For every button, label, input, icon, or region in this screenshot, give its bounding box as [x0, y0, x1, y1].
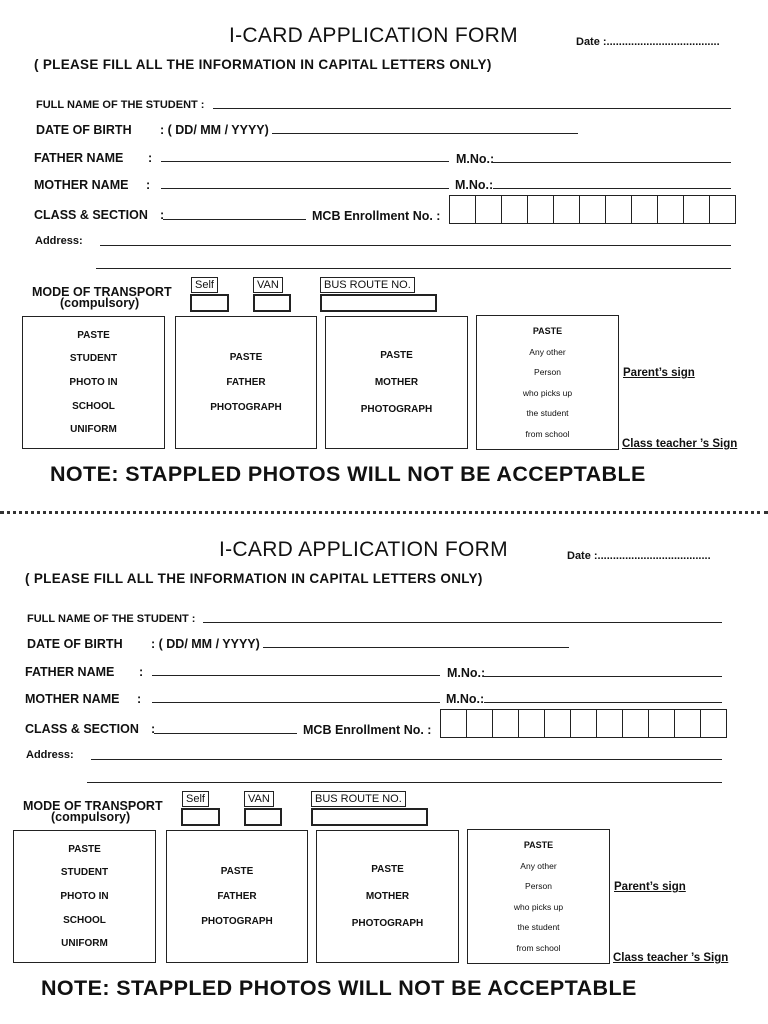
photo-text: STUDENT [60, 867, 109, 879]
photo-text: the student [517, 922, 560, 933]
transport-compulsory: (compulsory) [60, 296, 140, 310]
photo-text: who picks up [513, 901, 564, 912]
father-photo-box[interactable] [166, 830, 308, 963]
student-photo-box[interactable] [13, 830, 156, 963]
mother-mno-field[interactable] [493, 188, 731, 189]
father-name-label: FATHER NAME [34, 151, 124, 165]
photo-text: Person [534, 367, 561, 378]
transport-van-label: VAN [244, 791, 274, 807]
student-photo-box[interactable] [22, 316, 165, 449]
enrollment-cell[interactable] [476, 196, 502, 223]
note-text: NOTE: STAPPLED PHOTOS WILL NOT BE ACCEPTABLE [41, 976, 637, 1000]
transport-van-box[interactable] [253, 294, 291, 312]
transport-bus-box[interactable] [320, 294, 437, 312]
enrollment-cells[interactable] [440, 709, 727, 738]
father-mno-field[interactable] [484, 676, 722, 677]
mother-photo-box[interactable] [325, 316, 468, 449]
transport-van-label: VAN [253, 277, 283, 293]
instruction-text: ( PLEASE FILL ALL THE INFORMATION IN CAPITAL LETTERS ONLY) [34, 57, 492, 72]
enrollment-cell[interactable] [467, 710, 493, 737]
mother-name-field[interactable] [152, 702, 440, 703]
enrollment-cell[interactable] [675, 710, 701, 737]
enrollment-cell[interactable] [450, 196, 476, 223]
photo-text: SCHOOL [72, 400, 115, 412]
father-name-field[interactable] [161, 161, 449, 162]
enrollment-cell[interactable] [658, 196, 684, 223]
photo-text: FATHER [217, 891, 257, 902]
photo-text: Any other [529, 346, 566, 357]
enrollment-cell[interactable] [632, 196, 658, 223]
photo-text: who picks up [522, 387, 573, 398]
photo-text: PHOTOGRAPH [351, 918, 424, 929]
photo-text: MOTHER [374, 377, 419, 388]
class-section-field[interactable] [163, 219, 306, 220]
form-title: I-CARD APPLICATION FORM [229, 24, 518, 47]
note-text: NOTE: STAPPLED PHOTOS WILL NOT BE ACCEPTABLE [50, 462, 646, 486]
enrollment-cells[interactable] [449, 195, 736, 224]
enrollment-cell[interactable] [623, 710, 649, 737]
photo-text: Any other [520, 860, 557, 871]
class-colon: : [160, 208, 165, 222]
enrollment-cell[interactable] [519, 710, 545, 737]
enrollment-label: MCB Enrollment No. : [312, 209, 441, 223]
address-line-1[interactable] [100, 245, 731, 246]
photo-text: PASTE [380, 350, 413, 361]
address-line-1[interactable] [91, 759, 722, 760]
father-photo-box[interactable] [175, 316, 317, 449]
enrollment-cell[interactable] [493, 710, 519, 737]
transport-bus-box[interactable] [311, 808, 428, 826]
full-name-label: FULL NAME OF THE STUDENT : [36, 99, 205, 111]
father-name-label: FATHER NAME [25, 665, 115, 679]
father-mno-label: M.No.: [456, 152, 495, 166]
photo-text: UNIFORM [61, 938, 108, 950]
class-section-label: CLASS & SECTION [25, 722, 139, 736]
full-name-field[interactable] [203, 622, 722, 623]
dob-field[interactable] [263, 647, 569, 648]
photo-text: MOTHER [365, 891, 410, 902]
enrollment-cell[interactable] [580, 196, 606, 223]
father-mno-field[interactable] [493, 162, 731, 163]
photo-text: PHOTO IN [60, 890, 109, 902]
photo-text: PASTE [371, 864, 404, 875]
transport-bus-label: BUS ROUTE NO. [311, 791, 406, 807]
photo-text: PASTE [220, 866, 254, 877]
transport-bus-label: BUS ROUTE NO. [320, 277, 415, 293]
enrollment-cell[interactable] [441, 710, 467, 737]
address-label: Address: [26, 749, 74, 761]
photo-text: the student [526, 408, 569, 419]
enrollment-cell[interactable] [528, 196, 554, 223]
father-mno-label: M.No.: [447, 666, 486, 680]
mother-photo-box[interactable] [316, 830, 459, 963]
application-form-top [0, 0, 768, 500]
dob-format: : ( DD/ MM / YYYY) [160, 123, 269, 137]
photo-text: PASTE [68, 843, 101, 855]
transport-van-box[interactable] [244, 808, 282, 826]
father-colon: : [148, 151, 153, 165]
mother-mno-field[interactable] [484, 702, 722, 703]
photo-text: Person [525, 881, 552, 892]
photo-text: PASTE [523, 840, 554, 851]
father-name-field[interactable] [152, 675, 440, 676]
photo-text: PHOTOGRAPH [360, 404, 433, 415]
transport-label: MODE OF TRANSPORT [23, 799, 163, 813]
transport-self-label: Self [191, 277, 218, 293]
mother-colon: : [146, 178, 151, 192]
photo-text: PHOTO IN [69, 376, 118, 388]
other-person-photo-box[interactable] [467, 829, 610, 964]
other-person-photo-box[interactable] [476, 315, 619, 450]
photo-text: PASTE [532, 326, 563, 337]
photo-text: PHOTOGRAPH [201, 916, 273, 927]
class-section-field[interactable] [154, 733, 297, 734]
mother-mno-label: M.No.: [455, 178, 494, 192]
transport-self-box[interactable] [190, 294, 229, 312]
application-form-bottom [0, 514, 768, 1014]
address-line-2[interactable] [87, 782, 722, 783]
enrollment-cell[interactable] [684, 196, 710, 223]
photo-text: PHOTOGRAPH [210, 402, 282, 413]
mother-name-label: MOTHER NAME [34, 178, 129, 192]
enrollment-cell[interactable] [606, 196, 632, 223]
full-name-label: FULL NAME OF THE STUDENT : [27, 613, 196, 625]
parent-sign-label: Parent’s sign [623, 367, 695, 379]
dob-label: DATE OF BIRTH [36, 123, 132, 137]
photo-text: PASTE [229, 352, 263, 363]
photo-text: PASTE [77, 329, 110, 341]
photo-text: SCHOOL [63, 914, 106, 926]
enrollment-cell[interactable] [571, 710, 597, 737]
mother-mno-label: M.No.: [446, 692, 485, 706]
class-colon: : [151, 722, 156, 736]
enrollment-cell[interactable] [545, 710, 571, 737]
form-title: I-CARD APPLICATION FORM [219, 538, 508, 561]
class-section-label: CLASS & SECTION [34, 208, 148, 222]
photo-text: from school [516, 942, 561, 953]
full-name-field[interactable] [213, 108, 731, 109]
date-field[interactable]: Date :..................................... [576, 36, 720, 48]
mother-name-field[interactable] [161, 188, 449, 189]
address-label: Address: [35, 235, 83, 247]
date-field[interactable]: Date :..................................... [567, 550, 711, 562]
enrollment-cell[interactable] [701, 710, 726, 737]
instruction-text: ( PLEASE FILL ALL THE INFORMATION IN CAPITAL LETTERS ONLY) [25, 571, 483, 586]
dob-label: DATE OF BIRTH [27, 637, 123, 651]
class-teacher-sign-label: Class teacher ’s Sign [613, 952, 729, 964]
transport-compulsory: (compulsory) [51, 810, 131, 824]
address-line-2[interactable] [96, 268, 731, 269]
transport-label: MODE OF TRANSPORT [32, 285, 172, 299]
class-teacher-sign-label: Class teacher ’s Sign [622, 438, 738, 450]
mother-name-label: MOTHER NAME [25, 692, 120, 706]
enrollment-cell[interactable] [649, 710, 675, 737]
enrollment-cell[interactable] [554, 196, 580, 223]
dob-field[interactable] [272, 133, 578, 134]
transport-self-label: Self [182, 791, 209, 807]
dob-format: : ( DD/ MM / YYYY) [151, 637, 260, 651]
enrollment-cell[interactable] [710, 196, 735, 223]
parent-sign-label: Parent’s sign [614, 881, 686, 893]
mother-colon: : [137, 692, 142, 706]
photo-text: STUDENT [69, 353, 118, 365]
photo-text: from school [525, 428, 570, 439]
transport-self-box[interactable] [181, 808, 220, 826]
enrollment-cell[interactable] [597, 710, 623, 737]
enrollment-cell[interactable] [502, 196, 528, 223]
photo-text: UNIFORM [70, 424, 117, 436]
photo-text: FATHER [226, 377, 266, 388]
enrollment-label: MCB Enrollment No. : [303, 723, 432, 737]
father-colon: : [139, 665, 144, 679]
